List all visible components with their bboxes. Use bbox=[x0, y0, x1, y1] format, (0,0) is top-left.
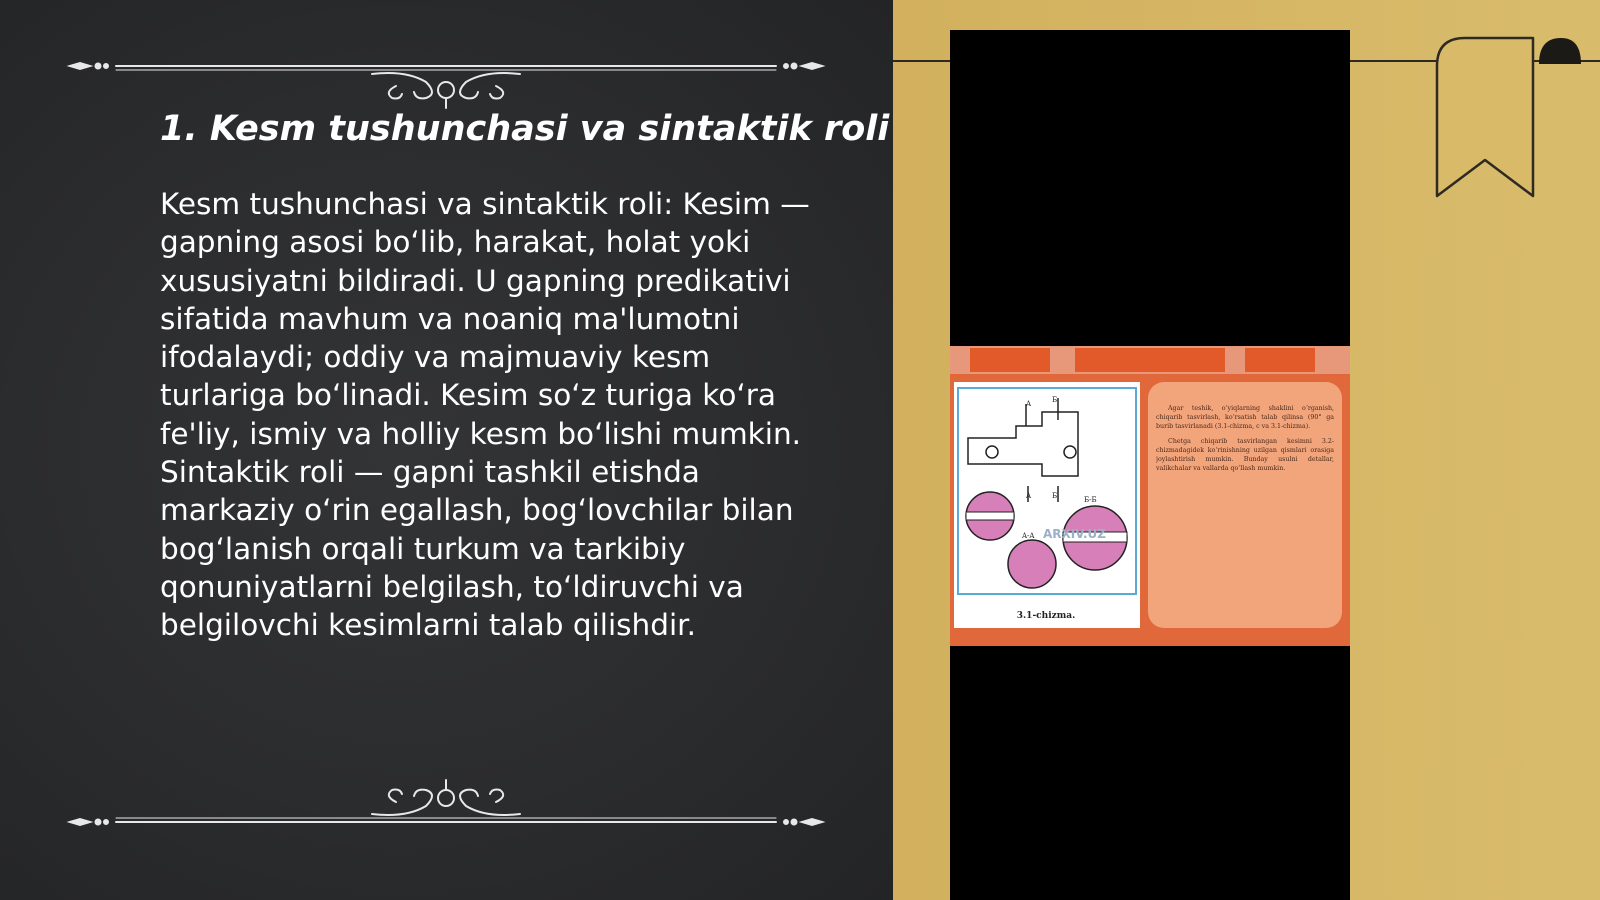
page-top-block bbox=[1245, 348, 1315, 372]
page-top-block bbox=[1075, 348, 1225, 372]
drawing-label: A bbox=[1026, 400, 1032, 408]
page-text bbox=[1156, 404, 1334, 626]
slide-body-text: Kesm tushunchasi va sintaktik roli: Kesim — gapning asosi bo‘lib, harakat, holat yoki xususiyatni bildiradi. U gapning predikativi sifatida mavhum va noaniq ma'lumotni ifodalaydi; oddiy va majmuaviy kesm turlariga bo‘linadi. Kesim so‘z turiga ko‘ra fe'liy, ismiy va holliy kesm bo‘lishi mumkin. Sintaktik roli — gapni tashkil etishda markaziy o‘rin egallash, bog‘lovchilar bilan bog‘lanish orqali turkum va tarkibiy qonuniyatlarni belgilash, to‘ldiruvchi va belgilovchi kesimlarni talab qilishdir. bbox=[160, 187, 810, 643]
figure-caption: 3.1-chizma. bbox=[1016, 611, 1076, 621]
drawing-label: A bbox=[1026, 492, 1032, 500]
drawing-label: Б-Б bbox=[1084, 496, 1097, 504]
slide-title: 1. Kesm tushunchasi va sintaktik roli bbox=[160, 109, 890, 149]
embedded-picture bbox=[950, 30, 1350, 900]
drawing-label: A-A bbox=[1022, 532, 1035, 540]
page-paragraph: Agar teshik, o‘yiqlarning shaklini o‘rganish, chiqarib tasvirlash, ko‘rsatish talab qilinsa (90° ga burib tasvirlanadi (3.1-chizma, c va 3.1-chizma). bbox=[1156, 405, 1334, 430]
drawing-label: Б bbox=[1052, 396, 1058, 404]
watermark-text: ARXIV.UZ bbox=[1043, 527, 1106, 541]
ornament-divider-bottom bbox=[66, 772, 826, 832]
drawing-label: Б bbox=[1052, 492, 1058, 500]
scroll-tab-icon bbox=[1539, 38, 1581, 64]
bookmark-ribbon-icon bbox=[1435, 36, 1585, 206]
ornament-divider-top bbox=[66, 52, 826, 112]
page-paragraph: Chetga chiqarib tasvirlangan kesimni 3.2-chizmadagidek ko‘rinishning uzilgan qismlari orasiga joylashtirish mumkin. Bunday usulni detallar, valikchalar va vallarda qo‘llash mumkin. bbox=[1156, 438, 1334, 472]
page-top-block bbox=[970, 348, 1050, 372]
textbook-page-image bbox=[950, 346, 1350, 646]
